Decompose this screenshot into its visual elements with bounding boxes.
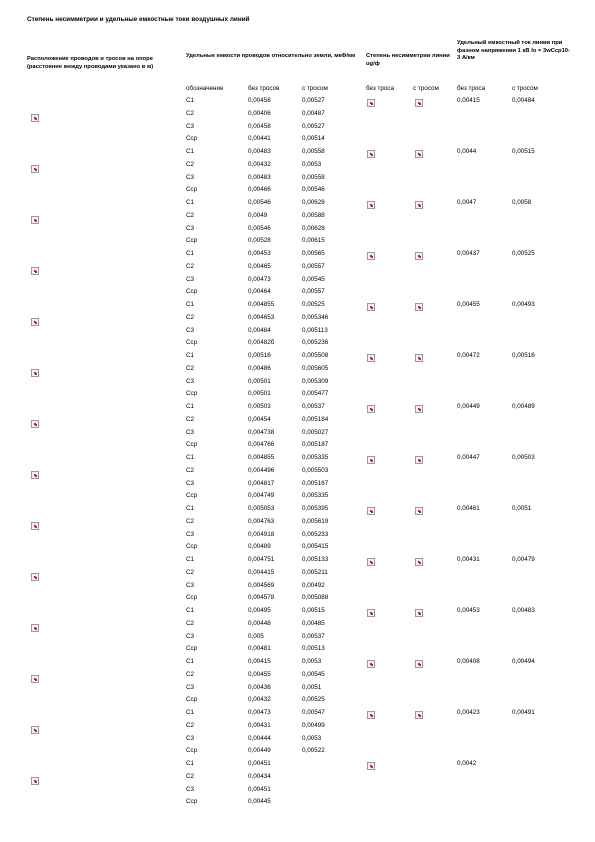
designation-cell: С2 [186, 415, 195, 423]
capacitance-with-cable-cell: 0,0051 [302, 683, 322, 691]
capacitance-with-cable-cell: 0,00615 [302, 237, 325, 245]
capacitance-with-cable-cell: 0,00558 [302, 148, 325, 155]
designation-cell: С1 [186, 250, 195, 257]
capacitance-no-cable-cell: 0,00528 [248, 237, 271, 245]
subheader-with-cable: с тросом [302, 85, 328, 92]
designation-cell: С2 [186, 721, 195, 729]
capacitance-with-cable-cell: 0,00628 [302, 199, 325, 206]
designation-cell: С1 [186, 658, 195, 665]
designation-cell: С3 [186, 734, 195, 742]
designation-cell: С2 [186, 466, 195, 474]
designation-cell: С1 [186, 709, 195, 716]
capacitance-no-cable-cell: 0,00495 [248, 607, 271, 614]
current-no-cable-cell: 0,00431 [457, 556, 480, 563]
asymmetry-no-cable-image-icon [367, 711, 375, 719]
document-title: Степень несимметрии и удельные емкостные токи воздушных линий [27, 16, 250, 23]
asymmetry-with-cable-image-icon [415, 405, 423, 413]
designation-cell: С2 [186, 109, 195, 117]
capacitance-no-cable-cell: 0,00458 [248, 97, 271, 104]
capacitance-with-cable-cell: 0,00514 [302, 135, 325, 143]
designation-cell: С3 [186, 785, 195, 793]
capacitance-with-cable-cell: 0,0053 [302, 658, 322, 665]
subheader-asym-with-cable: с тросом [413, 85, 439, 92]
current-with-cable-cell: 0,00484 [512, 97, 535, 104]
capacitance-no-cable-cell: 0,00501 [248, 390, 271, 398]
capacitance-with-cable-cell: 0,00545 [302, 670, 325, 678]
capacitance-with-cable-cell: 0,00513 [302, 645, 325, 653]
capacitance-no-cable-cell: 0,00445 [248, 798, 271, 806]
capacitance-with-cable-cell: 0,005508 [302, 352, 329, 359]
capacitance-no-cable-cell: 0,00503 [248, 403, 271, 410]
designation-cell: С1 [186, 454, 195, 461]
capacitance-with-cable-cell: 0,005187 [302, 441, 329, 449]
designation-cell: С2 [186, 568, 195, 576]
capacitance-with-cable-cell: 0,005133 [302, 556, 329, 563]
capacitance-with-cable-cell: 0,00565 [302, 250, 325, 257]
header-layout: Расположение проводов и тросов на опоре (расстояние между проводами указано в м) [27, 56, 154, 70]
designation-cell: Сср [186, 186, 198, 194]
designation-cell: С1 [186, 301, 195, 308]
capacitance-with-cable-cell: 0,00628 [302, 224, 325, 232]
subheader-current-no-cable: без троса [457, 85, 486, 92]
current-with-cable-cell: 0,00489 [512, 403, 535, 410]
capacitance-no-cable-cell: 0,00436 [248, 683, 271, 691]
wire-layout-image-icon [31, 777, 39, 785]
capacitance-with-cable-cell: 0,005395 [302, 505, 329, 512]
asymmetry-no-cable-image-icon [367, 609, 375, 617]
asymmetry-no-cable-image-icon [367, 252, 375, 260]
designation-cell: С2 [186, 262, 195, 270]
designation-cell: С3 [186, 122, 195, 130]
capacitance-no-cable-cell: 0,00546 [248, 224, 271, 232]
current-no-cable-cell: 0,0044 [457, 148, 477, 155]
capacitance-no-cable-cell: 0,00501 [248, 377, 271, 385]
subheader-no-cable: без тросов [248, 85, 280, 92]
designation-cell: С3 [186, 326, 195, 334]
capacitance-with-cable-cell: 0,005184 [302, 415, 329, 423]
current-no-cable-cell: 0,0047 [457, 199, 477, 206]
capacitance-with-cable-cell: 0,00515 [302, 607, 325, 614]
capacitance-with-cable-cell: 0,0053 [302, 734, 322, 742]
current-no-cable-cell: 0,00447 [457, 454, 480, 461]
capacitance-with-cable-cell: 0,00487 [302, 109, 325, 117]
capacitance-no-cable-cell: 0,004738 [248, 428, 275, 436]
capacitance-no-cable-cell: 0,00434 [248, 772, 271, 780]
wire-layout-image-icon [31, 573, 39, 581]
capacitance-no-cable-cell: 0,00516 [248, 352, 271, 359]
capacitance-no-cable-cell: 0,004855 [248, 301, 275, 308]
wire-layout-image-icon [31, 318, 39, 326]
designation-cell: С2 [186, 670, 195, 678]
capacitance-no-cable-cell: 0,00415 [248, 658, 271, 665]
designation-cell: С1 [186, 556, 195, 563]
capacitance-with-cable-cell: 0,00485 [302, 619, 325, 627]
subheader-asym-no-cable: без троса [366, 85, 395, 92]
designation-cell: С3 [186, 173, 195, 181]
capacitance-with-cable-cell: 0,00558 [302, 173, 325, 181]
current-with-cable-cell: 0,00503 [512, 454, 535, 461]
designation-cell: С1 [186, 352, 195, 359]
capacitance-no-cable-cell: 0,005 [248, 632, 264, 640]
capacitance-no-cable-cell: 0,00454 [248, 415, 271, 423]
capacitance-no-cable-cell: 0,004855 [248, 454, 275, 461]
designation-cell: Сср [186, 747, 198, 755]
capacitance-with-cable-cell: 0,005113 [302, 326, 328, 334]
designation-cell: Сср [186, 645, 198, 653]
current-with-cable-cell: 0,00483 [512, 607, 535, 614]
designation-cell: С3 [186, 530, 195, 538]
designation-cell: Сср [186, 390, 198, 398]
capacitance-with-cable-cell: 0,005027 [302, 428, 329, 436]
capacitance-no-cable-cell: 0,00444 [248, 734, 271, 742]
capacitance-no-cable-cell: 0,00455 [248, 670, 271, 678]
capacitance-no-cable-cell: 0,00432 [248, 696, 271, 704]
current-with-cable-cell: 0,00494 [512, 658, 535, 665]
capacitance-no-cable-cell: 0,004415 [248, 568, 275, 576]
capacitance-no-cable-cell: 0,00451 [248, 760, 271, 767]
current-with-cable-cell: 0,0051 [512, 505, 532, 512]
asymmetry-no-cable-image-icon [367, 558, 375, 566]
designation-cell: Сср [186, 798, 198, 806]
asymmetry-with-cable-image-icon [415, 252, 423, 260]
designation-cell: Сср [186, 237, 198, 245]
capacitance-no-cable-cell: 0,00451 [248, 785, 271, 793]
asymmetry-with-cable-image-icon [415, 711, 423, 719]
wire-layout-image-icon [31, 726, 39, 734]
capacitance-no-cable-cell: 0,00473 [248, 275, 271, 283]
designation-cell: С3 [186, 632, 195, 640]
designation-cell: С3 [186, 428, 195, 436]
capacitance-with-cable-cell: 0,005503 [302, 466, 329, 474]
capacitance-with-cable-cell: 0,0053 [302, 160, 322, 168]
designation-cell: С3 [186, 479, 195, 487]
current-with-cable-cell: 0,0058 [512, 199, 532, 206]
designation-cell: Сср [186, 339, 198, 347]
wire-layout-image-icon [31, 114, 39, 122]
designation-cell: С1 [186, 403, 195, 410]
capacitance-with-cable-cell: 0,00522 [302, 747, 325, 755]
designation-cell: С3 [186, 581, 195, 589]
designation-cell: С1 [186, 607, 195, 614]
capacitance-with-cable-cell: 0,005167 [302, 479, 329, 487]
capacitance-no-cable-cell: 0,004751 [248, 556, 275, 563]
subheader-current-with-cable: с тросом [512, 85, 538, 92]
header-current: Удельный емкостный ток линии при фазном напряжении 1 кВ Iо = 3wСср10-3 А/км [457, 40, 570, 62]
current-no-cable-cell: 0,00453 [457, 607, 480, 614]
designation-cell: С1 [186, 97, 195, 104]
capacitance-no-cable-cell: 0,00489 [248, 543, 271, 551]
asymmetry-no-cable-image-icon [367, 150, 375, 158]
capacitance-no-cable-cell: 0,00466 [248, 186, 271, 194]
capacitance-no-cable-cell: 0,00484 [248, 326, 271, 334]
designation-cell: С2 [186, 772, 195, 780]
wire-layout-image-icon [31, 522, 39, 530]
wire-layout-image-icon [31, 420, 39, 428]
current-no-cable-cell: 0,00472 [457, 352, 480, 359]
capacitance-no-cable-cell: 0,00449 [248, 747, 271, 755]
asymmetry-no-cable-image-icon [367, 456, 375, 464]
designation-cell: Сср [186, 696, 198, 704]
capacitance-no-cable-cell: 0,00441 [248, 135, 271, 143]
capacitance-with-cable-cell: 0,00537 [302, 403, 325, 410]
capacitance-no-cable-cell: 0,00464 [248, 288, 271, 296]
capacitance-with-cable-cell: 0,00557 [302, 288, 325, 296]
capacitance-with-cable-cell: 0,00545 [302, 275, 325, 283]
wire-layout-image-icon [31, 624, 39, 632]
capacitance-with-cable-cell: 0,005619 [302, 517, 329, 525]
current-with-cable-cell: 0,00515 [512, 148, 535, 155]
asymmetry-no-cable-image-icon [367, 201, 375, 209]
capacitance-with-cable-cell: 0,005335 [302, 492, 329, 500]
capacitance-no-cable-cell: 0,00431 [248, 721, 271, 729]
capacitance-with-cable-cell: 0,005211 [302, 568, 328, 576]
capacitance-with-cable-cell: 0,00525 [302, 696, 325, 704]
designation-cell: С2 [186, 160, 195, 168]
capacitance-with-cable-cell: 0,00492 [302, 581, 325, 589]
designation-cell: Сср [186, 543, 198, 551]
designation-cell: С2 [186, 313, 195, 321]
capacitance-with-cable-cell: 0,00527 [302, 122, 325, 130]
capacitance-no-cable-cell: 0,00483 [248, 148, 271, 155]
asymmetry-no-cable-image-icon [367, 99, 375, 107]
designation-cell: С2 [186, 364, 195, 372]
capacitance-with-cable-cell: 0,00527 [302, 97, 325, 104]
capacitance-no-cable-cell: 0,004578 [248, 594, 275, 602]
current-no-cable-cell: 0,00415 [457, 97, 480, 104]
asymmetry-no-cable-image-icon [367, 405, 375, 413]
capacitance-no-cable-cell: 0,00432 [248, 160, 271, 168]
header-capacitance: Удельные емкости проводов относительно земли, мкФ/км [186, 53, 356, 59]
wire-layout-image-icon [31, 216, 39, 224]
capacitance-with-cable-cell: 0,005309 [302, 377, 329, 385]
capacitance-no-cable-cell: 0,004496 [248, 466, 275, 474]
designation-cell: С3 [186, 224, 195, 232]
wire-layout-image-icon [31, 267, 39, 275]
designation-cell: С1 [186, 505, 195, 512]
capacitance-no-cable-cell: 0,00546 [248, 199, 271, 206]
capacitance-no-cable-cell: 0,00481 [248, 645, 271, 653]
capacitance-no-cable-cell: 0,00473 [248, 709, 271, 716]
capacitance-no-cable-cell: 0,004749 [248, 492, 275, 500]
designation-cell: С1 [186, 760, 195, 767]
asymmetry-with-cable-image-icon [415, 354, 423, 362]
designation-cell: Сср [186, 492, 198, 500]
designation-cell: С2 [186, 517, 195, 525]
current-with-cable-cell: 0,00491 [512, 709, 535, 716]
designation-cell: С1 [186, 148, 195, 155]
wire-layout-image-icon [31, 675, 39, 683]
capacitance-no-cable-cell: 0,0049 [248, 211, 268, 219]
subheader-designation: обозначение [186, 85, 224, 92]
capacitance-no-cable-cell: 0,004918 [248, 530, 275, 538]
current-no-cable-cell: 0,00408 [457, 658, 480, 665]
asymmetry-with-cable-image-icon [415, 609, 423, 617]
current-no-cable-cell: 0,0042 [457, 760, 477, 767]
capacitance-no-cable-cell: 0,004653 [248, 313, 275, 321]
designation-cell: С3 [186, 683, 195, 691]
capacitance-with-cable-cell: 0,00547 [302, 709, 325, 716]
capacitance-with-cable-cell: 0,00588 [302, 211, 325, 219]
asymmetry-with-cable-image-icon [415, 558, 423, 566]
current-no-cable-cell: 0,00461 [457, 505, 480, 512]
capacitance-with-cable-cell: 0,00546 [302, 186, 325, 194]
asymmetry-with-cable-image-icon [415, 150, 423, 158]
wire-layout-image-icon [31, 165, 39, 173]
capacitance-with-cable-cell: 0,005335 [302, 454, 329, 461]
current-no-cable-cell: 0,00455 [457, 301, 480, 308]
asymmetry-with-cable-image-icon [415, 303, 423, 311]
capacitance-with-cable-cell: 0,00537 [302, 632, 325, 640]
current-with-cable-cell: 0,00525 [512, 250, 535, 257]
capacitance-with-cable-cell: 0,005233 [302, 530, 329, 538]
asymmetry-with-cable-image-icon [415, 660, 423, 668]
capacitance-no-cable-cell: 0,00448 [248, 619, 271, 627]
capacitance-no-cable-cell: 0,00486 [248, 364, 271, 372]
asymmetry-with-cable-image-icon [415, 99, 423, 107]
capacitance-with-cable-cell: 0,005415 [302, 543, 329, 551]
wire-layout-image-icon [31, 471, 39, 479]
designation-cell: С2 [186, 211, 195, 219]
capacitance-with-cable-cell: 0,005477 [302, 390, 329, 398]
asymmetry-no-cable-image-icon [367, 507, 375, 515]
designation-cell: С2 [186, 619, 195, 627]
current-no-cable-cell: 0,00437 [457, 250, 480, 257]
current-with-cable-cell: 0,00479 [512, 556, 535, 563]
capacitance-no-cable-cell: 0,004569 [248, 581, 275, 589]
designation-cell: Сср [186, 288, 198, 296]
capacitance-with-cable-cell: 0,00499 [302, 721, 325, 729]
header-asymmetry: Степень несимметрии линии ug/ф [366, 53, 450, 67]
capacitance-no-cable-cell: 0,004763 [248, 517, 275, 525]
asymmetry-no-cable-image-icon [367, 354, 375, 362]
asymmetry-no-cable-image-icon [367, 762, 375, 770]
capacitance-with-cable-cell: 0,00557 [302, 262, 325, 270]
capacitance-with-cable-cell: 0,005088 [302, 594, 329, 602]
designation-cell: С3 [186, 377, 195, 385]
capacitance-with-cable-cell: 0,005346 [302, 313, 329, 321]
asymmetry-no-cable-image-icon [367, 303, 375, 311]
capacitance-no-cable-cell: 0,00458 [248, 122, 271, 130]
capacitance-with-cable-cell: 0,005236 [302, 339, 329, 347]
designation-cell: Сср [186, 441, 198, 449]
asymmetry-with-cable-image-icon [415, 456, 423, 464]
capacitance-no-cable-cell: 0,00406 [248, 109, 271, 117]
capacitance-no-cable-cell: 0,00483 [248, 173, 271, 181]
capacitance-no-cable-cell: 0,00453 [248, 250, 271, 257]
capacitance-no-cable-cell: 0,00482б [248, 339, 275, 347]
designation-cell: С3 [186, 275, 195, 283]
current-with-cable-cell: 0,00493 [512, 301, 535, 308]
current-no-cable-cell: 0,00449 [457, 403, 480, 410]
designation-cell: Сср [186, 594, 198, 602]
designation-cell: С1 [186, 199, 195, 206]
asymmetry-with-cable-image-icon [415, 201, 423, 209]
asymmetry-no-cable-image-icon [367, 660, 375, 668]
capacitance-with-cable-cell: 0,00525 [302, 301, 325, 308]
current-no-cable-cell: 0,00423 [457, 709, 480, 716]
capacitance-no-cable-cell: 0,004766 [248, 441, 275, 449]
current-with-cable-cell: 0,00516 [512, 352, 535, 359]
capacitance-no-cable-cell: 0,005053 [248, 505, 275, 512]
designation-cell: Сср [186, 135, 198, 143]
capacitance-no-cable-cell: 0,00465 [248, 262, 271, 270]
wire-layout-image-icon [31, 369, 39, 377]
capacitance-no-cable-cell: 0,004817 [248, 479, 275, 487]
capacitance-with-cable-cell: 0,005605 [302, 364, 329, 372]
asymmetry-with-cable-image-icon [415, 507, 423, 515]
